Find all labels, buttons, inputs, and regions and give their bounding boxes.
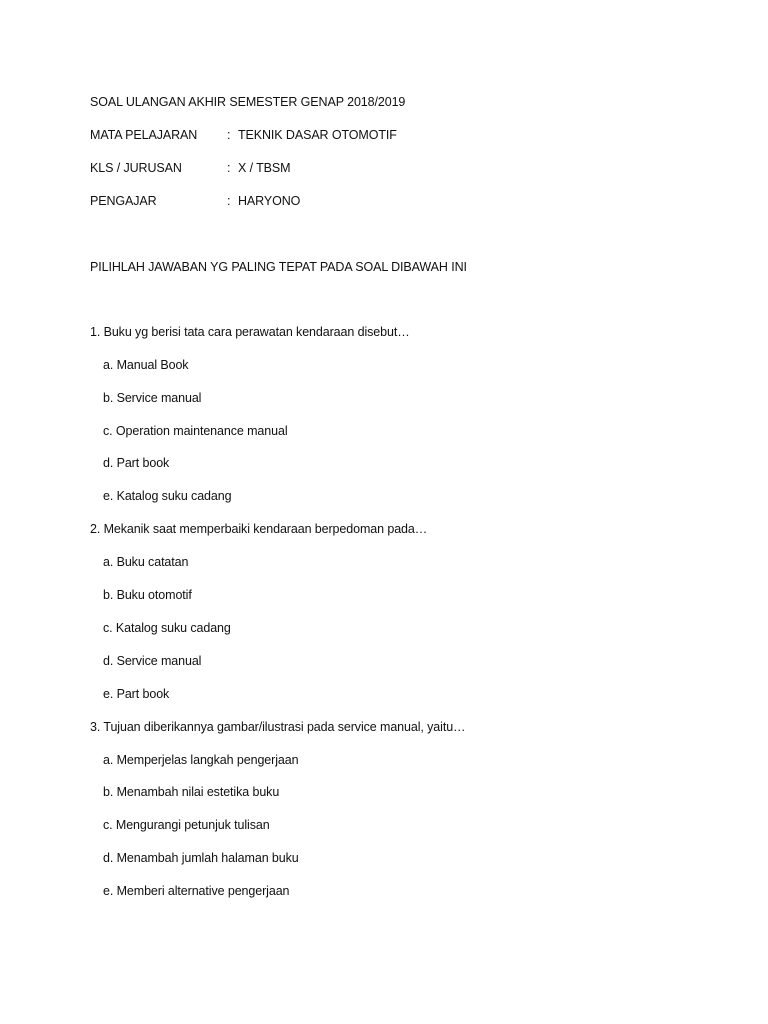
option-2c: c. Katalog suku cadang [103, 621, 231, 635]
field-value-class: X / TBSM [238, 161, 291, 175]
question-1: 1. Buku yg berisi tata cara perawatan kendaraan disebut… [90, 325, 410, 339]
instruction-text: PILIHLAH JAWABAN YG PALING TEPAT PADA SOAL DIBAWAH INI [90, 260, 467, 274]
option-1e: e. Katalog suku cadang [103, 489, 232, 503]
field-separator: : [227, 194, 231, 208]
option-2e: e. Part book [103, 687, 170, 701]
option-1d: d. Part book [103, 456, 170, 470]
field-label-subject: MATA PELAJARAN [90, 128, 198, 142]
option-3e: e. Memberi alternative pengerjaan [103, 884, 290, 898]
field-label-teacher: PENGAJAR [90, 194, 157, 208]
option-2b: b. Buku otomotif [103, 588, 192, 602]
field-separator: : [227, 128, 231, 142]
question-2: 2. Mekanik saat memperbaiki kendaraan berpedoman pada… [90, 522, 428, 536]
option-1c: c. Operation maintenance manual [103, 424, 288, 438]
option-2d: d. Service manual [103, 654, 202, 668]
option-3b: b. Menambah nilai estetika buku [103, 785, 280, 799]
option-3a: a. Memperjelas langkah pengerjaan [103, 753, 299, 767]
exam-title: SOAL ULANGAN AKHIR SEMESTER GENAP 2018/2019 [90, 95, 406, 109]
option-1a: a. Manual Book [103, 358, 189, 372]
option-2a: a. Buku catatan [103, 555, 189, 569]
question-3: 3. Tujuan diberikannya gambar/ilustrasi pada service manual, yaitu… [90, 720, 466, 734]
field-value-teacher: HARYONO [238, 194, 301, 208]
field-separator: : [227, 161, 231, 175]
option-3c: c. Mengurangi petunjuk tulisan [103, 818, 270, 832]
field-label-class: KLS / JURUSAN [90, 161, 182, 175]
field-value-subject: TEKNIK DASAR OTOMOTIF [238, 128, 397, 142]
option-3d: d. Menambah jumlah halaman buku [103, 851, 299, 865]
option-1b: b. Service manual [103, 391, 202, 405]
